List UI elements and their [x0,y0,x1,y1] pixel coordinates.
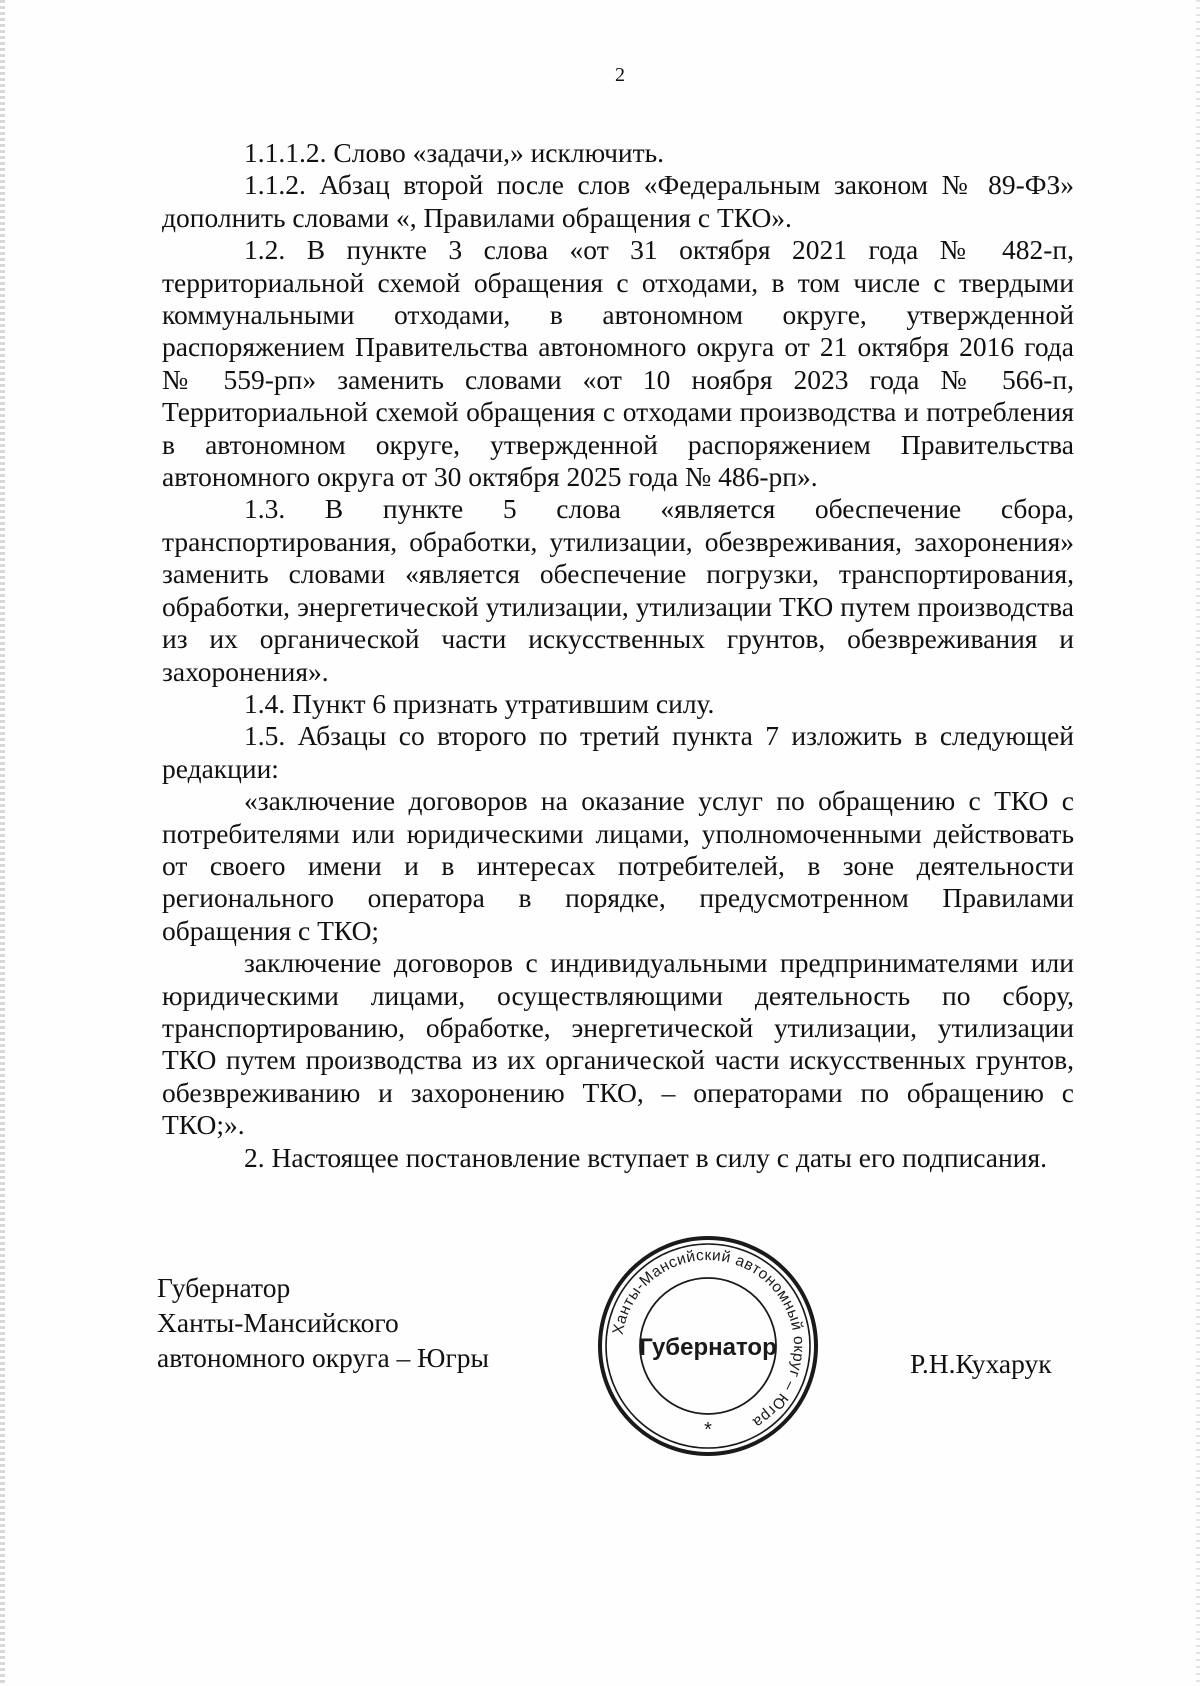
seal-star: * [704,1419,712,1441]
paragraph-2: 2. Настоящее постановление вступает в силу с даты его подписания. [244,1141,1047,1173]
seal-center-text: Губернатор [639,1334,777,1361]
signature-block [157,1270,489,1375]
paragraph-1-1-2: 1.1.2. Абзац второй после слов «Федеральным законом № 89-ФЗ» дополнить словами «, Правилами обращения с ТКО». [162,169,1074,233]
scan-left-edge [0,0,5,1686]
page-number: 2 [615,64,625,86]
paragraph-1-1-1-2: 1.1.1.2. Слово «задачи,» исключить. [244,137,665,168]
document-body [162,137,1074,1174]
paragraph-1-3: 1.3. В пункте 5 слова «является обеспечение сбора, транспортирования, обработки, утилизации, обезвреживания, захоронения» заменить словами «является обеспечение погрузки, транспортирования, обработки, энергетической утилизации, утилизации ТКО путем производства из их органической части искусственных грунтов, обезвреживания и захоронения». [162,493,1074,687]
signer-title-line-2: Ханты-Мансийского [157,1307,399,1338]
quoted-paragraph-2: заключение договоров с индивидуальными предпринимателями или юридическими лицами, осуществляющими деятельность по сбору, транспортированию, обработке, энергетической утилизации, утилизации ТКО путем производства из их органической части искусственных грунтов, обезвреживанию и захоронению ТКО, – операторами по обращению с ТКО;». [162,947,1074,1141]
signer-title-line-3: автономного округа – Югры [157,1342,489,1373]
paragraph-1-2: 1.2. В пункте 3 слова «от 31 октября 2021 года № 482-п, территориальной схемой обращения с отходами, в том числе с твердыми коммунальными отходами, в автономном округе, утвержденной распоряжением Правительства автономного округа от 21 октября 2016 года № 559-рп» заменить словами «от 10 ноября 2023 года № 566-п, Территориальной схемой обращения с отходами производства и потребления в автономном округе, утвержденной распоряжением Правительства автономного округа от 30 октября 2025 года № 486-рп». [162,234,1074,493]
official-seal [588,1230,828,1462]
seal-ring-text: Ханты-Мансийский автономный округ – Югра [609,1246,808,1432]
signer-title-line-1: Губернатор [157,1272,291,1303]
paragraph-1-4: 1.4. Пункт 6 признать утратившим силу. [244,687,715,719]
scan-right-edge [1196,0,1200,1686]
quoted-paragraph-1: «заключение договоров на оказание услуг по обращению с ТКО с потребителями или юридическими лицами, уполномоченными действовать от своего имени и в интересах потребителей, в зоне деятельности регионального оператора в порядке, предусмотренном Правилами обращения с ТКО; [162,785,1074,946]
paragraph-1-5: 1.5. Абзацы со второго по третий пункта 7 изложить в следующей редакции: [162,720,1074,784]
signer-name: Р.Н.Кухарук [910,1348,1052,1379]
